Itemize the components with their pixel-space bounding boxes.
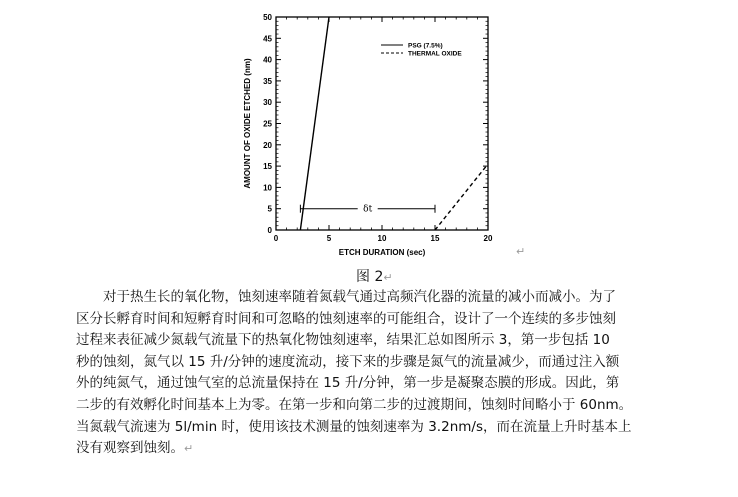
x-tick-label: 5 (326, 234, 332, 243)
series-line-thermal-oxide (435, 164, 488, 230)
y-tick-label: 20 (263, 140, 272, 150)
paragraph-line: 过程来表征减少氮载气流量下的热氧化物蚀刻速率，结果汇总如图所示 3，第一步包括 10 (76, 332, 610, 349)
paragraph-line: 秒的蚀刻，氮气以 15 升/分钟的速度流动，接下来的步骤是氮气的流量减少，而通过注入额 (76, 353, 620, 370)
paragraph-line: 没有观察到蚀刻。 (76, 440, 184, 457)
y-tick-label: 45 (263, 34, 272, 44)
y-tick-label: 0 (267, 226, 272, 235)
x-tick-label: 0 (273, 234, 279, 243)
x-tick-label: 20 (483, 234, 493, 243)
series-line-psg (300, 17, 329, 230)
y-tick-label: 15 (263, 162, 272, 172)
figure-paragraph-mark: ↵ (516, 245, 526, 258)
y-tick-label: 5 (267, 204, 272, 214)
y-axis-label: AMOUNT OF OXIDE ETCHED (nm) (243, 58, 252, 189)
legend-entry: THERMAL OXIDE (408, 50, 462, 58)
figure-caption (356, 266, 393, 286)
legend-entry: PSG (7.5%) (408, 42, 443, 50)
y-tick-label: 50 (263, 13, 272, 22)
paragraph-line: 当氮载气流速为 5l/min 时，使用该技术测量的蚀刻速率为 3.2nm/s，而在流量上升时基本上 (76, 418, 632, 435)
delta-t-label: δt (363, 204, 373, 215)
paragraph-line: 对于热生长的氧化物，蚀刻速率随着氮载气通过高频汽化器的流量的减小而减小。为了 (76, 289, 616, 305)
caption-text: 图 2 (356, 269, 384, 285)
figure-etch-chart (230, 4, 530, 269)
paragraph-line: 区分长孵育时间和短孵育时间和可忽略的蚀刻速率的可能组合，设计了一个连续的多步蚀刻 (76, 310, 616, 327)
plot-frame (276, 17, 488, 230)
y-tick-label: 30 (263, 98, 272, 108)
y-tick-label: 25 (263, 119, 272, 129)
x-axis-label: ETCH DURATION (sec) (338, 248, 426, 257)
x-tick-label: 15 (430, 234, 440, 243)
y-tick-label: 35 (263, 76, 272, 86)
y-tick-label: 10 (263, 183, 272, 193)
x-tick-label: 10 (377, 234, 387, 243)
body-paragraph (76, 287, 676, 460)
caption-paragraph-mark: ↵ (383, 271, 393, 284)
paragraph-end-mark: ↵ (184, 442, 194, 456)
paragraph-line: 外的纯氮气，通过蚀气室的总流量保持在 15 升/分钟，第一步是凝聚态膜的形成。因此，第 (76, 375, 620, 392)
paragraph-line: 二步的有效孵化时间基本上为零。在第一步和向第二步的过渡期间，蚀刻时间略小于 60nm。 (76, 396, 633, 413)
y-tick-label: 40 (263, 55, 272, 65)
